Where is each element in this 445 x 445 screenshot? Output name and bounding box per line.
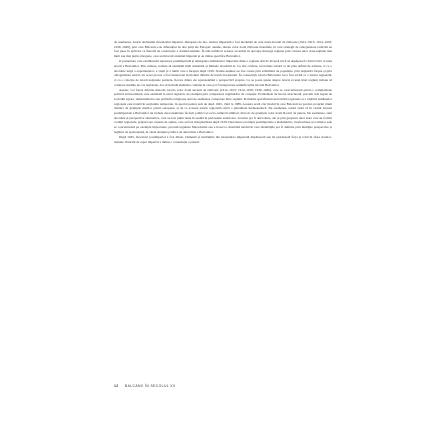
paragraph-1: de asemenea, istoria declinului mozaicului imperial. Detașarea de mo- tenirea imperială a fost modelată de cele două decenii de războaie (1912–1913; 1914–1918; 1939–1949), prin care Balcanii s-au diferențiat de alte părți ale Europei: anume, durata celor două războaie mondiale, în care strategii de omogenizare radicală au fost puse în aplicare ca metodă de construcție a statului-națiune. În anii următori acestea au urmat în aproape întreaga regiune prin crearea unor state-națiune mai mult sau mai puțin omogene, care au înlocuit sistemul imperial și au rămas specifice Balcanilor. <box>114 40 332 58</box>
page-footer <box>114 384 332 388</box>
paragraph-4: După 1945, mozaicul postimperial a fost diluat. Oamenii și instituțiile din moștenirea imperială dispăruseră sau își pierduseră forța și rolul în afara statelor-națiune. Punctul de reper imperial a rămas o constelație a puterii. <box>114 134 332 144</box>
running-title: BALCANII ÎN SECOLUL XX <box>124 384 176 388</box>
paragraph-2: O prezentare care examinează separarea postimperială și emergența elementelor imperiale dintr-o regiune atât de diversă riscă să depășească cadrul strict al unei istorii a Balcanilor. Prin urmare, trebuie să analizăm întâi domeniul și limitele abordării ei. Cu alte cuvinte, nu trebuie tratată ca un plan definit de acțiune, ci ca o abordare largă a experiențelor, a vieții și a lumii care a început după 1918. Statele-națiune au fost create prin schimburi de populație, prin deplasări forțate și prin omogenizare etnică, iar acest proces a fost interpretat în moduri diferite de istoricii naționali. În consecință, istoria Balcanilor nu a fost scrisă ca o istorie regională, ci ca o colecție de istorii naționale paralele, fiecare dintre ele reprezentând o perspectivă proprie. Ce se poate spune despre istoria ei unei mari regiuni trebuie să compare studiile de caz naționale, dar să includă elemente comune în care pot fi interpretate semnificațiile istoriei Balcanilor. <box>114 59 332 87</box>
page-number: 12 <box>114 384 119 388</box>
body-text <box>114 40 332 144</box>
paragraph-3: Așadar, voi folosi diferite metode: istoria celor două decenii de războaie (1912–1913; 1914–1918; 1939–1949), care se caracterizează printr-o complexitate politică extraordinară, este analizată la nivel regional, de exemplu prin compararea regimurilor de ocupație. Problemele de istorie structurală, precum cele legate de societăți agrare, industrializare sau politicile religioase sunt de asemenea comparate între regiuni. Problema specificului dezvoltării regionale și a căutării tendințelor regionale este tratată în secțiunile temporale, în special pentru anii de după 1945, când la 1989. Aceasta arată clar modul în care Balcanii au parcurs propriul drum distinct de granițele marilor puteri europene, și de ce aceasta istorie regională oferă o pluralitate hermeneutică. De asemenea, textul arată că în cadrul istoriei postimperiale a Balcanilor nu trebuie desconsiderate factorii politici și socio-culturali similari, dincolo de granițele celor două blocuri de putere. De asemenea, sunt abordate și perspective alternative, care au fost puțin luate în seamă în perioadele anterioare. Acestea pot fi dezvoltate, dar și prin gruparea unor state care au format coaliții regionale, grupuri sau curente de opinie, care au fost marginalizate după 1918. Descrierea evoluției postimperiale a mahalalelor, vieții urbane și a elitelor sale se concentrează pe exemple importante, precum regiunea Macedoniei sau a Kosovo, ilustrând modul în care identitățile pot fi definite prin multiple perspective și legături de apartenență, în ciuda situației politice de dezordine a Balcanilor. <box>114 87 332 134</box>
